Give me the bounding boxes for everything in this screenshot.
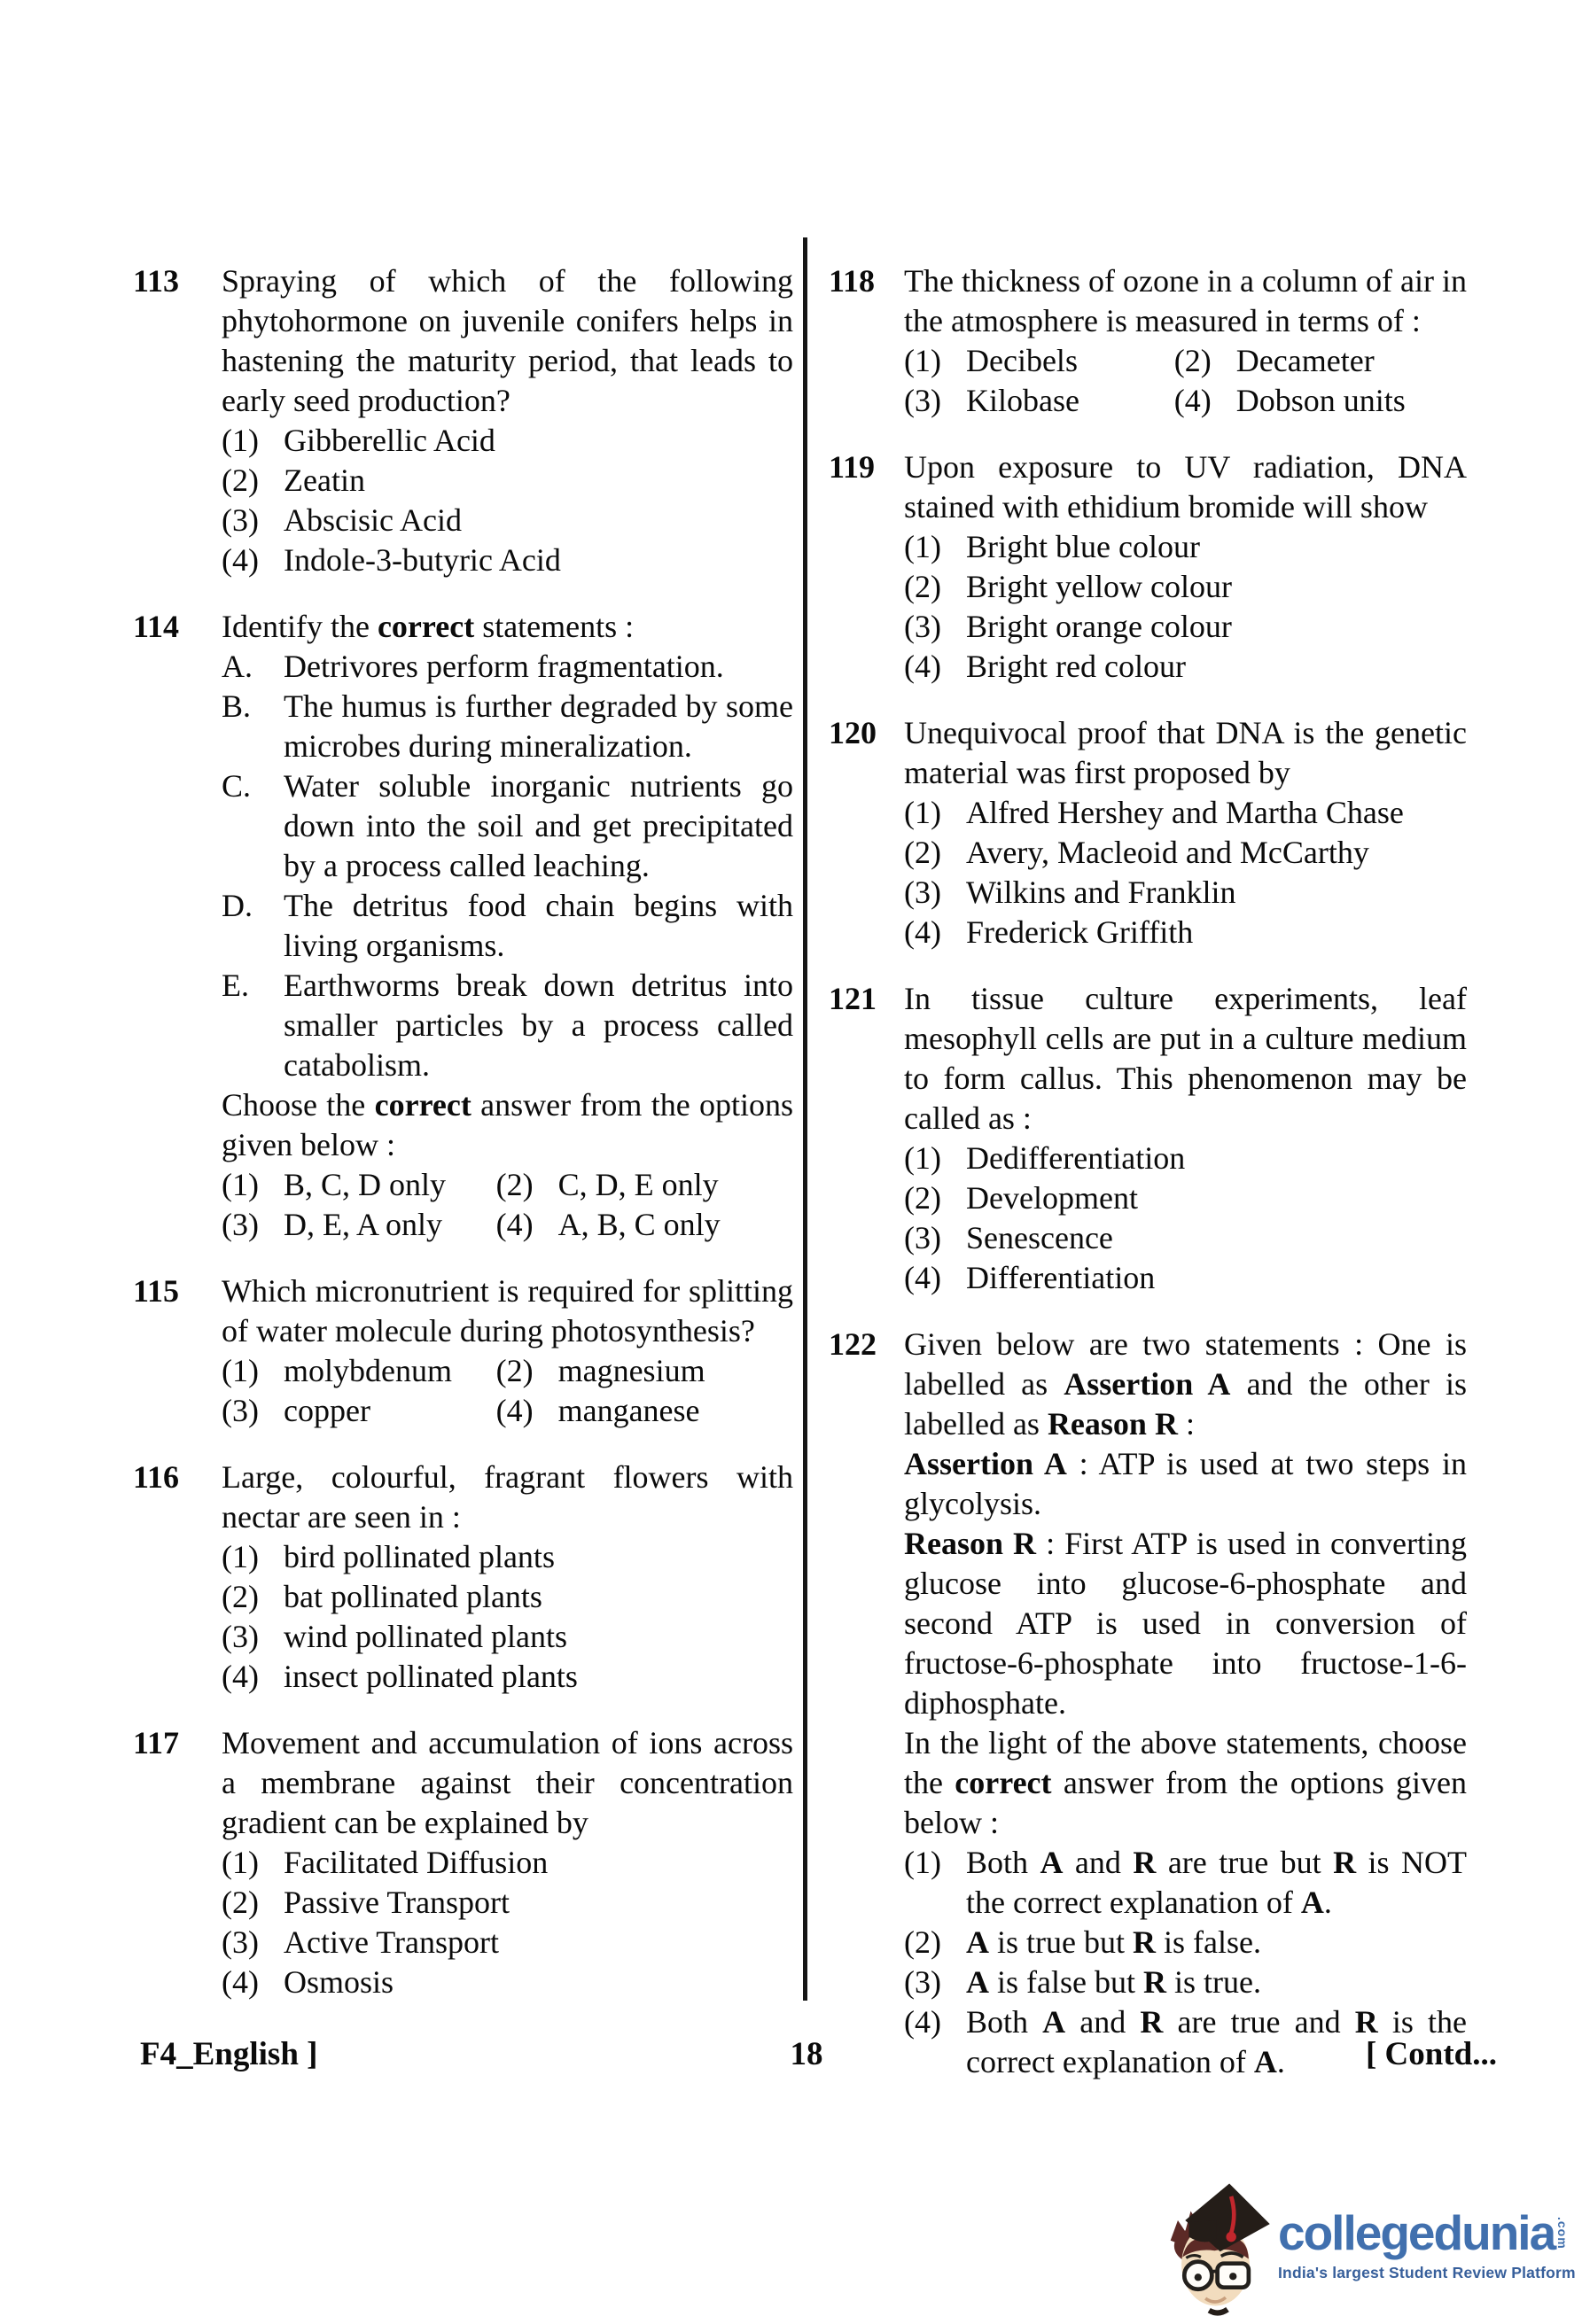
question-body	[904, 447, 1467, 687]
footer-contd: [ Contd...	[1365, 2036, 1497, 2072]
option	[222, 501, 793, 540]
options-list	[222, 421, 793, 580]
option	[904, 1843, 1467, 1923]
option	[904, 873, 1467, 913]
question-118	[829, 261, 1467, 421]
option	[904, 793, 1467, 833]
option-number: (1)	[222, 1167, 259, 1202]
option-text: Osmosis	[284, 1964, 394, 2000]
question-text: Unequivocal proof that DNA is the genetic material was first proposed by	[904, 715, 1467, 790]
option-text: A is false but R is true.	[966, 1964, 1261, 2000]
statements-list	[222, 647, 793, 1085]
option-number: (2)	[904, 569, 941, 604]
question-text: Which micronutrient is required for splitting of water molecule during photosynthesis?	[222, 1273, 793, 1349]
option-text: manganese	[557, 1393, 700, 1428]
option-text: Kilobase	[966, 383, 1079, 418]
option-number: (3)	[904, 1964, 941, 2000]
options-list	[222, 1165, 793, 1245]
option-text: Frederick Griffith	[966, 914, 1194, 950]
option	[904, 1923, 1467, 1963]
option-text: magnesium	[557, 1353, 705, 1388]
option-text: bat pollinated plants	[284, 1579, 542, 1614]
option	[222, 1205, 496, 1245]
option	[222, 1843, 793, 1883]
statement-label: C.	[222, 768, 252, 804]
option	[904, 567, 1467, 607]
option	[904, 1258, 1467, 1298]
option	[222, 1537, 793, 1577]
question-113	[133, 261, 793, 580]
column-divider	[803, 237, 807, 2001]
option	[222, 1577, 793, 1617]
option-number: (1)	[222, 1539, 259, 1574]
option	[496, 1351, 793, 1391]
option-text: Facilitated Diffusion	[284, 1845, 549, 1880]
option-text: Both A and R are true but R is NOT the correct explanation of A.	[966, 1845, 1467, 1920]
question-number: 122	[829, 1326, 877, 1362]
option-number: (4)	[904, 1260, 941, 1295]
question-120	[829, 713, 1467, 952]
brand-tld: .com	[1555, 2217, 1570, 2250]
option	[904, 341, 1174, 381]
option-text: Bright yellow colour	[966, 569, 1232, 604]
option	[904, 527, 1467, 567]
option-number: (4)	[222, 1964, 259, 2000]
option-number: (3)	[222, 1207, 259, 1242]
option	[904, 1139, 1467, 1178]
option-number: (4)	[222, 542, 259, 578]
question-number: 113	[133, 263, 180, 299]
question-number: 119	[829, 449, 876, 485]
option	[222, 1391, 496, 1431]
option-text: Zeatin	[284, 462, 365, 498]
footer-page-number: 18	[790, 2036, 823, 2072]
footer-booklet-code: F4_English ]	[140, 2036, 318, 2072]
statement	[222, 647, 793, 687]
question-117	[133, 1723, 793, 2002]
option-text: bird pollinated plants	[284, 1539, 555, 1574]
question-body	[222, 1457, 793, 1697]
question-115	[133, 1271, 793, 1431]
option	[222, 1963, 793, 2002]
option	[1174, 381, 1467, 421]
option-number: (2)	[222, 462, 259, 498]
options-list	[904, 527, 1467, 687]
option	[904, 647, 1467, 687]
question-number: 116	[133, 1459, 180, 1495]
option-number: (3)	[222, 502, 259, 538]
options-list	[904, 793, 1467, 952]
option	[904, 1178, 1467, 1218]
option-number: (4)	[904, 649, 941, 684]
question-text: In tissue culture experiments, leaf mesophyll cells are put in a culture medium to form callus. This phenomenon may be called as :	[904, 981, 1467, 1136]
option	[904, 1218, 1467, 1258]
question-text: Movement and accumulation of ions across a membrane against their concentration gradient can be explained by	[222, 1725, 793, 1840]
option-number: (3)	[904, 1220, 941, 1255]
statement	[222, 966, 793, 1085]
option-text: A, B, C only	[557, 1207, 721, 1242]
question-text: Large, colourful, fragrant flowers with nectar are seen in :	[222, 1459, 793, 1535]
option-number: (1)	[904, 1845, 941, 1880]
question-text: Identify the correct statements :	[222, 609, 635, 644]
question-114	[133, 607, 793, 1245]
options-list	[222, 1843, 793, 2002]
option-text: Decameter	[1235, 343, 1375, 378]
option	[904, 1963, 1467, 2002]
statement-text: Water soluble inorganic nutrients go down into the soil and get precipitated by a process called leaching.	[284, 768, 793, 883]
graduate-mascot-icon	[1157, 2172, 1273, 2320]
options-list	[904, 341, 1467, 421]
option-text: Gibberellic Acid	[284, 423, 495, 458]
question-text: In the light of the above statements, choose the correct answer from the options given below :	[904, 1725, 1467, 1840]
question-number: 121	[829, 981, 877, 1016]
option-number: (4)	[222, 1659, 259, 1694]
option-number: (3)	[904, 609, 941, 644]
question-body	[222, 1723, 793, 2002]
statement-text: Earthworms break down detritus into smaller particles by a process called catabolism.	[284, 968, 793, 1083]
question-116	[133, 1457, 793, 1697]
option-text: Passive Transport	[284, 1885, 510, 1920]
assertion-text: Assertion A : ATP is used at two steps in glycolysis.	[904, 1446, 1467, 1521]
question-body	[904, 713, 1467, 952]
option-text: molybdenum	[284, 1353, 452, 1388]
option-number: (4)	[904, 2004, 941, 2040]
option-number: (3)	[904, 874, 941, 910]
options-list	[904, 1139, 1467, 1298]
option-text: Bright orange colour	[966, 609, 1232, 644]
question-122	[829, 1325, 1467, 2082]
option	[904, 607, 1467, 647]
option	[222, 1165, 496, 1205]
option-number: (3)	[222, 1619, 259, 1654]
question-text: The thickness of ozone in a column of air in the atmosphere is measured in terms of :	[904, 263, 1467, 338]
question-number: 115	[133, 1273, 180, 1309]
option-text: Indole-3-butyric Acid	[284, 542, 561, 578]
collegedunia-logo	[1157, 2172, 1576, 2320]
option-text: wind pollinated plants	[284, 1619, 567, 1654]
question-body	[222, 607, 793, 1245]
option-number: (2)	[904, 835, 941, 870]
question-text: Upon exposure to UV radiation, DNA stained with ethidium bromide will show	[904, 449, 1467, 525]
left-column	[133, 261, 793, 2029]
statement	[222, 687, 793, 766]
option	[496, 1391, 793, 1431]
option-number: (3)	[222, 1393, 259, 1428]
option-number: (2)	[222, 1885, 259, 1920]
option-number: (3)	[904, 383, 941, 418]
option-text: Bright blue colour	[966, 529, 1200, 564]
option-number: (1)	[222, 423, 259, 458]
option-text: Dedifferentiation	[966, 1140, 1186, 1176]
statement-text: The humus is further degraded by some microbes during mineralization.	[284, 688, 793, 764]
statement-text: The detritus food chain begins with living organisms.	[284, 888, 793, 963]
option-number: (2)	[222, 1579, 259, 1614]
option-number: (3)	[222, 1924, 259, 1960]
option-text: D, E, A only	[284, 1207, 443, 1242]
option-number: (4)	[1173, 383, 1212, 418]
right-column	[829, 261, 1467, 2109]
option	[222, 540, 793, 580]
option-number: (1)	[904, 1140, 941, 1176]
option-text: Avery, Macleoid and McCarthy	[966, 835, 1369, 870]
option-number: (2)	[495, 1353, 534, 1388]
option	[496, 1205, 793, 1245]
option-text: Alfred Hershey and Martha Chase	[966, 795, 1404, 830]
option	[222, 1923, 793, 1963]
option-text: Senescence	[966, 1220, 1113, 1255]
option-text: B, C, D only	[284, 1167, 447, 1202]
option	[222, 461, 793, 501]
option-text: Both A and R are true and R is the correct explanation of A.	[966, 2004, 1468, 2079]
option-number: (1)	[904, 795, 941, 830]
statement-label: D.	[222, 888, 253, 923]
statement	[222, 886, 793, 966]
question-body	[904, 261, 1467, 421]
option-number: (2)	[1173, 343, 1212, 378]
question-text: Spraying of which of the following phytohormone on juvenile conifers helps in hastening the maturity period, that leads to early seed production?	[222, 263, 793, 418]
logo-text	[1278, 2205, 1576, 2282]
question-body	[222, 1271, 793, 1431]
option-text: Bright red colour	[966, 649, 1186, 684]
question-number: 118	[829, 263, 876, 299]
option-text: Wilkins and Franklin	[966, 874, 1236, 910]
option	[222, 1351, 496, 1391]
option-text: Development	[966, 1180, 1138, 1216]
question-text: Choose the correct answer from the options given below :	[222, 1087, 793, 1162]
option	[904, 833, 1467, 873]
option-text: Decibels	[966, 343, 1078, 378]
question-119	[829, 447, 1467, 687]
option-text: Abscisic Acid	[284, 502, 462, 538]
option	[222, 1617, 793, 1657]
question-body	[904, 979, 1467, 1298]
option-number: (2)	[495, 1167, 534, 1202]
option-number: (1)	[904, 529, 941, 564]
option-number: (1)	[222, 1845, 259, 1880]
option-number: (1)	[904, 343, 941, 378]
question-121	[829, 979, 1467, 1298]
option-number: (4)	[495, 1207, 534, 1242]
option-text: Dobson units	[1235, 383, 1406, 418]
brand-name: collegedunia	[1278, 2205, 1555, 2260]
question-number: 114	[133, 609, 180, 644]
question-number: 120	[829, 715, 877, 750]
statement-label: A.	[222, 649, 253, 684]
question-body	[904, 1325, 1467, 2082]
option	[222, 421, 793, 461]
option	[496, 1165, 793, 1205]
option	[222, 1883, 793, 1923]
options-list	[222, 1351, 793, 1431]
question-text: Given below are two statements : One is labelled as Assertion A and the other is labelled as Reason R :	[904, 1326, 1467, 1442]
option-text: Differentiation	[966, 1260, 1156, 1295]
question-body	[222, 261, 793, 580]
options-list	[222, 1537, 793, 1697]
option-text: Active Transport	[284, 1924, 499, 1960]
option	[222, 1657, 793, 1697]
option-number: (2)	[904, 1180, 941, 1216]
option-number: (4)	[495, 1393, 534, 1428]
option	[904, 913, 1467, 952]
option-text: A is true but R is false.	[966, 1924, 1261, 1960]
statement	[222, 766, 793, 886]
option-number: (4)	[904, 914, 941, 950]
option-number: (1)	[222, 1353, 259, 1388]
statement-text: Detrivores perform fragmentation.	[284, 649, 724, 684]
option-text: C, D, E only	[557, 1167, 719, 1202]
option-number: (2)	[904, 1924, 941, 1960]
option	[904, 381, 1174, 421]
option-text: insect pollinated plants	[284, 1659, 578, 1694]
option-text: copper	[284, 1393, 370, 1428]
option	[1174, 341, 1467, 381]
reason-text: Reason R : First ATP is used in converting glucose into glucose-6-phosphate and second ATP is used in conversion of fructose-6-phosphate into fructose-1-6-diphosphate.	[904, 1526, 1467, 1721]
statement-label: E.	[222, 968, 249, 1003]
question-number: 117	[133, 1725, 180, 1760]
brand-tagline: India's largest Student Review Platform	[1278, 2264, 1576, 2281]
statement-label: B.	[222, 688, 252, 724]
